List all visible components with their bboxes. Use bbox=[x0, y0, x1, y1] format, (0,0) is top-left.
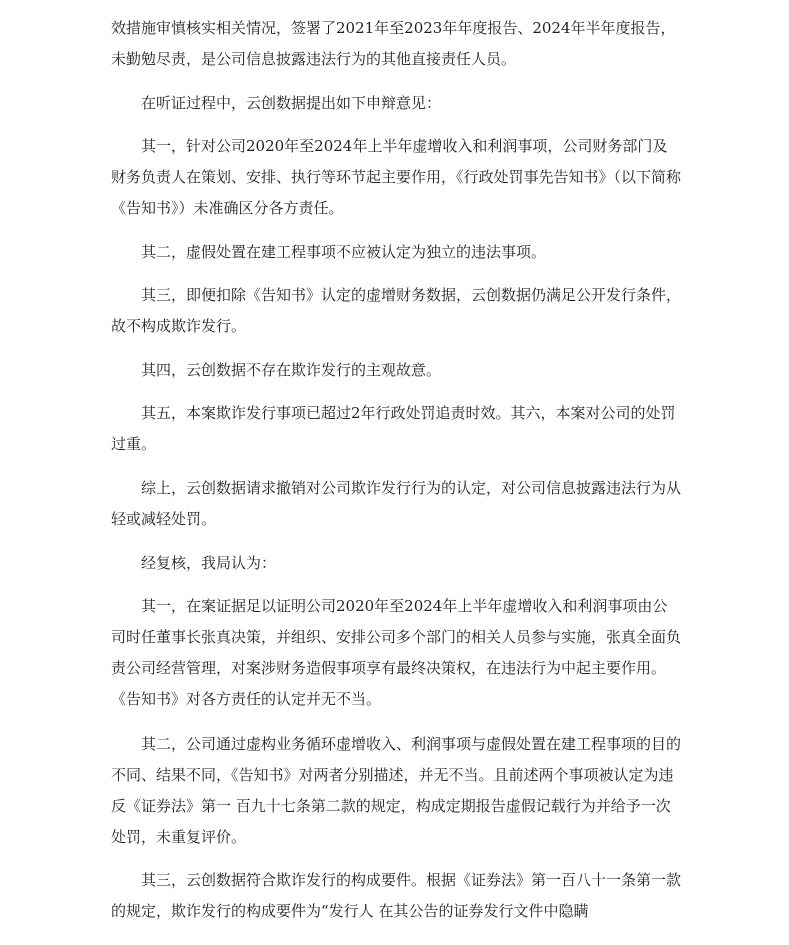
paragraph-review-3: 其三，云创数据符合欺诈发行的构成要件。根据《证券法》第一百八十一条第一款的规定，欺诈发行的构成要件为“发行人 在其公告的证券发行文件中隐瞒 bbox=[111, 871, 682, 920]
paragraph-review-2: 其二，公司通过虚构业务循环虚增收入、利润事项与虚假处置在建工程事项的目的不同、结果不同，《告知书》对两者分别描述，并无不当。且前述两个事项被认定为违反《证券法》第一 百九十七条第二款的规定，构成定期报告虚假记载行为并给予一次处罚，未重复评价。 bbox=[111, 735, 682, 846]
paragraph-defense-summary: 综上，云创数据请求撤销对公司欺诈发行行为的认定，对公司信息披露违法行为从轻或减轻处罚。 bbox=[111, 479, 682, 528]
paragraph-review-1: 其一，在案证据足以证明公司2020年至2024年上半年虚增收入和利润事项由公司时任董事长张真决策，并组织、安排公司多个部门的相关人员参与实施，张真全面负责公司经营管理，对案涉财务造假事项享有最终决策权，在违法行为中起主要作用。《告知书》对各方责任的认定并无不当。 bbox=[111, 597, 682, 708]
paragraph-review-intro: 经复核，我局认为： bbox=[141, 554, 277, 572]
paragraph-defense-1: 其一，针对公司2020年至2024年上半年虚增收入和利润事项，公司财务部门及财务负责人在策划、安排、执行等环节起主要作用，《行政处罚事先告知书》（以下简称《告知书》）未准确区分各方责任。 bbox=[111, 137, 682, 217]
paragraph-defense-4: 其四，云创数据不存在欺诈发行的主观故意。 bbox=[141, 361, 442, 379]
paragraph-defense-3: 其三，即便扣除《告知书》认定的虚增财务数据，云创数据仍满足公开发行条件，故不构成欺诈发行。 bbox=[111, 286, 682, 335]
paragraph-hearing-intro: 在听证过程中，云创数据提出如下申辩意见： bbox=[141, 94, 442, 112]
paragraph-continuation: 效措施审慎核实相关情况，签署了2021年至2023年年度报告、2024年半年度报告，未勤勉尽责，是公司信息披露违法行为的其他直接责任人员。 bbox=[111, 19, 676, 68]
paragraph-defense-5-6: 其五，本案欺诈发行事项已超过2年行政处罚追责时效。其六，本案对公司的处罚过重。 bbox=[111, 404, 676, 453]
paragraph-defense-2: 其二，虚假处置在建工程事项不应被认定为独立的违法事项。 bbox=[141, 243, 547, 261]
